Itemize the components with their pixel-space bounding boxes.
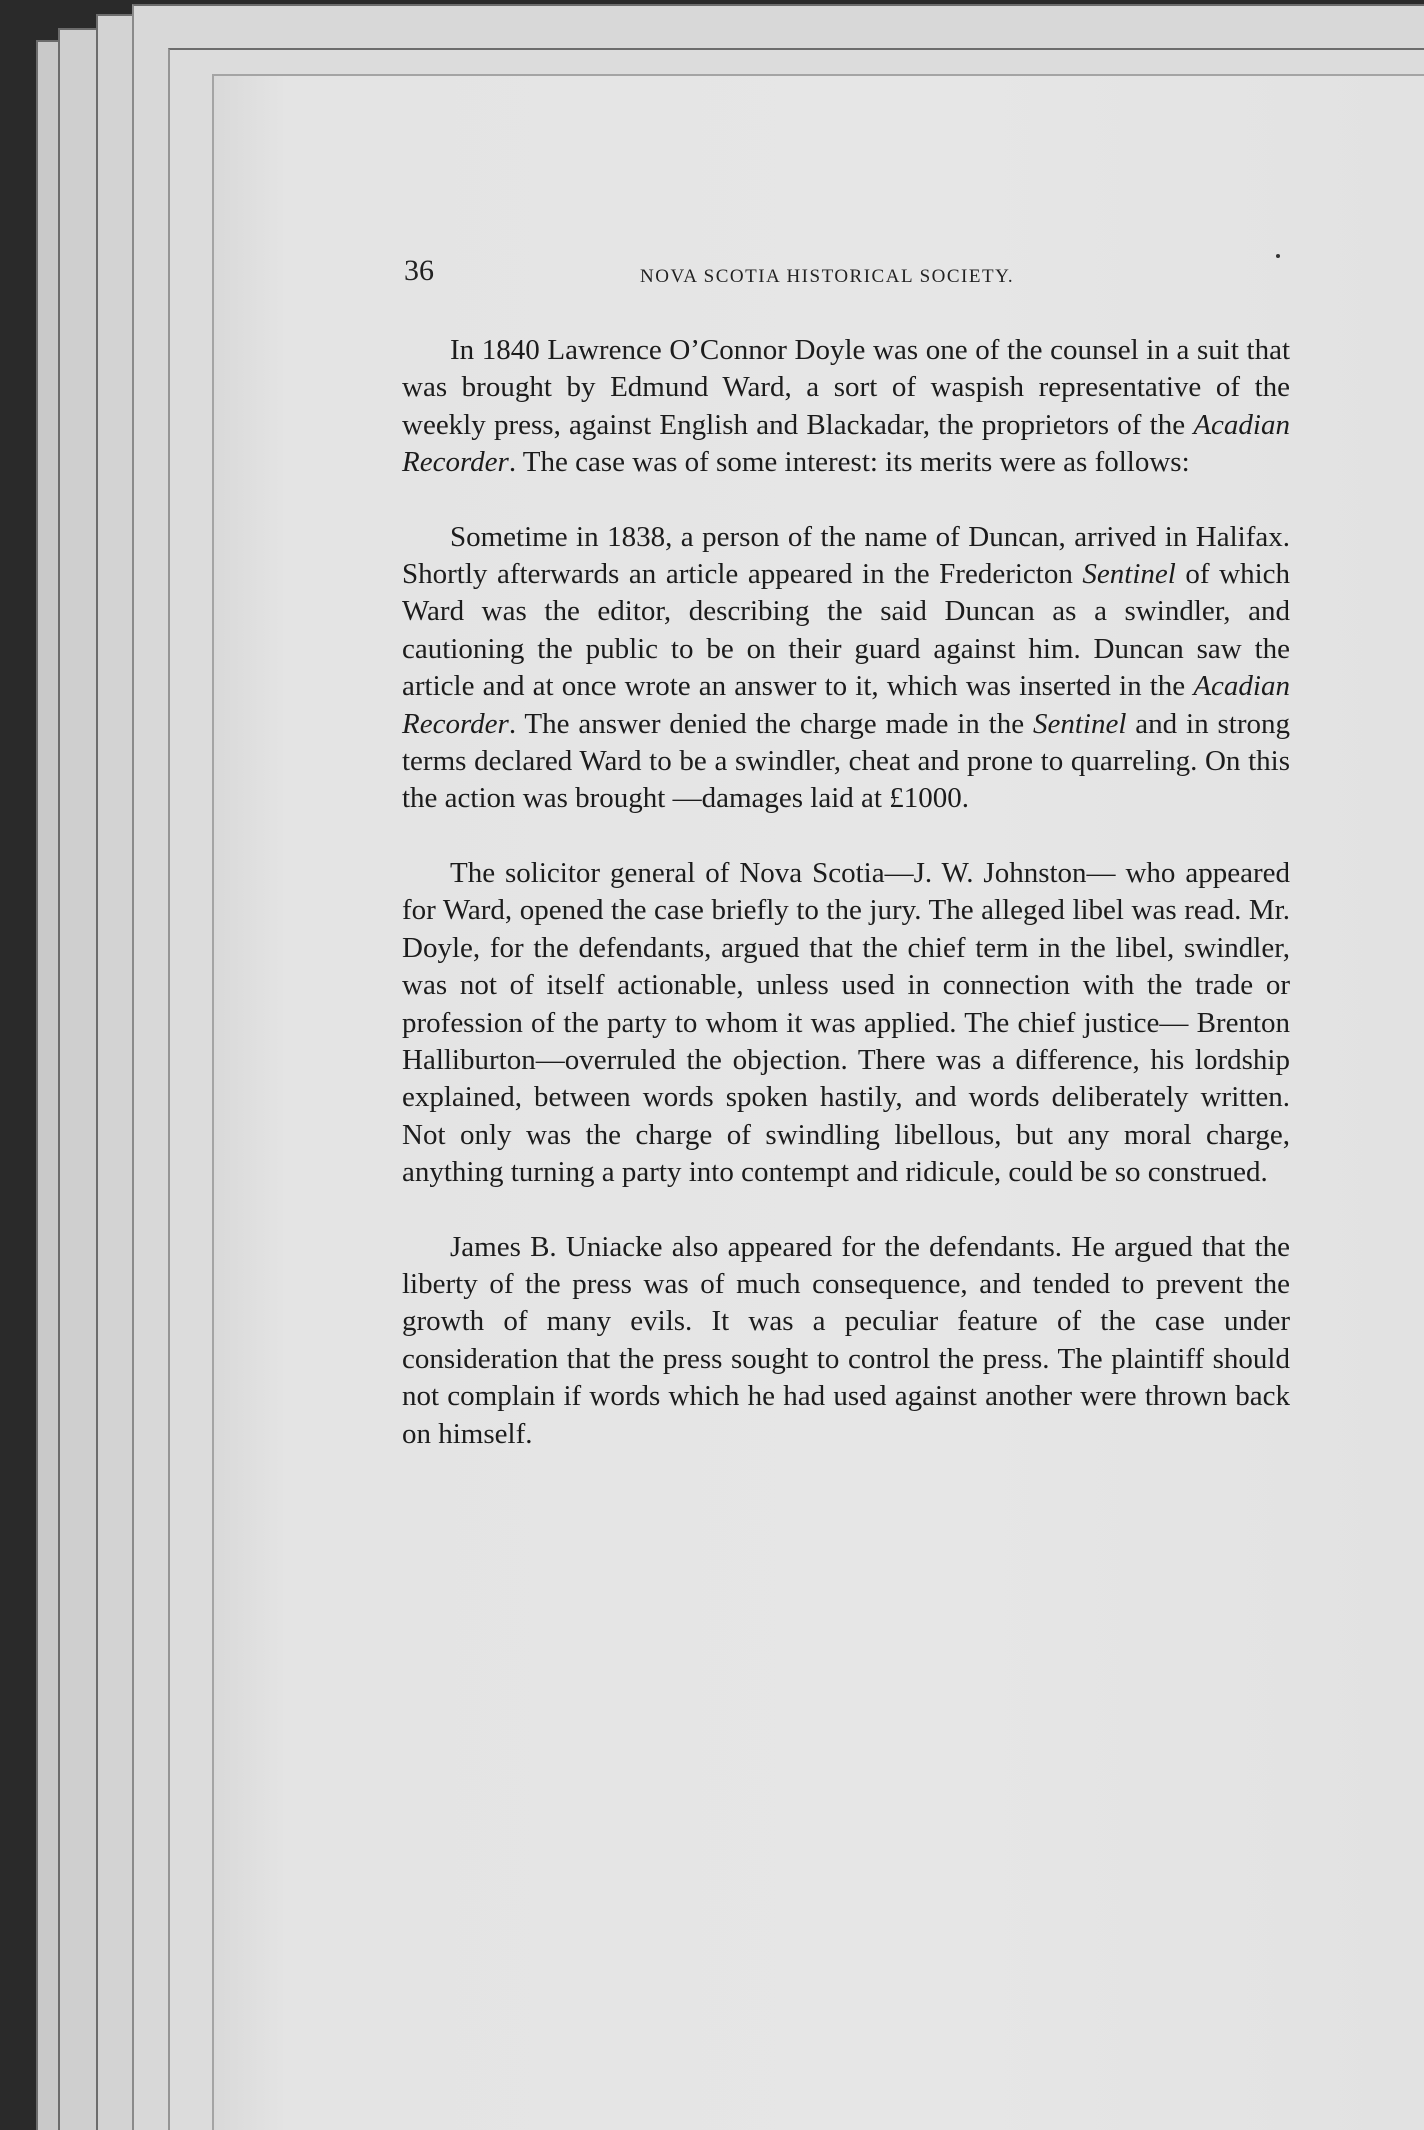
- publication-title: Sentinel: [1082, 558, 1176, 591]
- text-segment: and in strong terms declared Ward to be a swindler, cheat and prone to quarreling. On this the action was brought —damages laid at £1000.: [402, 707, 1290, 815]
- paragraph: [402, 1229, 1290, 1453]
- text-segment: James B. Uniacke also appeared for the defendants. He argued that the liberty of the press was of much consequence, and tended to prevent the growth of many evils. It was a peculiar feature of the case under consideration that the press sought to control the press. The plaintiff should not complain if words which he had used against another were thrown back on himself.: [402, 1230, 1290, 1450]
- running-head: NOVA SCOTIA HISTORICAL SOCIETY.: [640, 266, 1015, 287]
- page-header: [404, 254, 1284, 294]
- publication-title: Acadian Recorder: [402, 670, 1290, 740]
- body-text: [402, 332, 1290, 1490]
- paragraph: [402, 519, 1290, 818]
- paragraph: [402, 332, 1290, 482]
- text-segment: Sometime in 1838, a person of the name of Duncan, arrived in Halifax. Shortly afterwards an article appeared in the Fredericton: [402, 520, 1290, 591]
- text-segment: The solicitor general of Nova Scotia—J. W. Johnston— who appeared for Ward, opened the case briefly to the jury. The alleged libel was read. Mr. Doyle, for the defendants, argued that the chief term in the libel, swindler, was not of itself actionable, unless used in connection with the trade or profession of the party to whom it was applied. The chief justice— Brenton Halliburton—overruled the objection. There was a difference, his lordship explained, between words spoken hastily, and words deliberately written. Not only was the charge of swindling libellous, but any moral charge, anything turning a party into contempt and ridicule, could be so construed.: [402, 856, 1290, 1189]
- publication-title: Acadian Recorder: [402, 408, 1290, 479]
- page-number: 36: [404, 254, 434, 287]
- text-segment: . The case was of some interest: its merits were as follows:: [508, 446, 1190, 479]
- publication-title: Sentinel: [1032, 707, 1127, 740]
- text-segment: In 1840 Lawrence O’Connor Doyle was one of the counsel in a suit that was brought by Edmund Ward, a sort of waspish representative of the weekly press, against English and Blackadar, the proprietors of the: [402, 334, 1290, 441]
- paragraph: [402, 855, 1290, 1192]
- text-segment: of which Ward was the editor, describing the said Duncan as a swindler, and cautioning the public to be on their guard against him. Duncan saw the article and at once wrote an answer to it, which was inserted in the: [402, 558, 1291, 703]
- text-segment: . The answer denied the charge made in the: [508, 707, 1033, 740]
